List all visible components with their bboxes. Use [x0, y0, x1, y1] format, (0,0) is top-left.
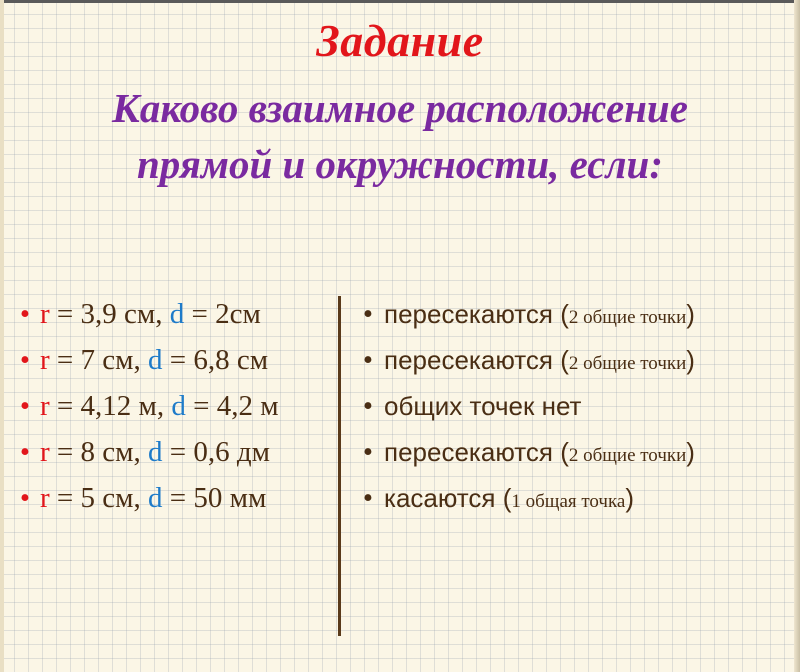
answer-row	[352, 293, 792, 339]
bullet-icon: •	[362, 390, 374, 422]
radius-symbol: r	[40, 298, 50, 330]
answer-note: 2 общие точки	[568, 307, 687, 328]
radius-value: = 5 см,	[49, 482, 148, 514]
radius-symbol: r	[40, 344, 50, 376]
bullet-icon: •	[19, 344, 31, 376]
question-text	[0, 80, 800, 192]
distance-symbol: d	[169, 298, 185, 330]
distance-value: = 4,2 м	[185, 390, 279, 422]
answer-text: касаются	[384, 483, 503, 513]
distance-symbol: d	[148, 436, 163, 468]
bullet-icon: •	[362, 344, 374, 376]
bullet-icon: •	[19, 436, 31, 468]
answer-row	[352, 339, 792, 385]
answer-note: 2 общие точки	[568, 445, 687, 466]
condition-row	[10, 385, 340, 431]
close-paren: )	[686, 437, 695, 467]
distance-value: = 2см	[184, 298, 261, 330]
bullet-icon: •	[362, 482, 374, 514]
bullet-icon: •	[19, 482, 31, 514]
close-paren: )	[625, 483, 635, 513]
open-paren: (	[560, 345, 569, 375]
column-divider	[338, 296, 341, 636]
open-paren: (	[560, 299, 569, 329]
open-paren: (	[502, 483, 512, 513]
answers-list	[352, 293, 792, 523]
radius-value: = 3,9 см,	[49, 298, 170, 330]
question-line-1: Каково взаимное расположение	[112, 85, 688, 131]
condition-row	[10, 293, 340, 339]
distance-symbol: d	[171, 390, 186, 422]
distance-symbol: d	[148, 344, 163, 376]
condition-row	[10, 431, 340, 477]
answer-note: 2 общие точки	[568, 353, 687, 374]
close-paren: )	[686, 299, 695, 329]
task-title: Задание	[316, 15, 484, 66]
radius-value: = 8 см,	[49, 436, 148, 468]
bullet-icon: •	[362, 298, 374, 330]
radius-symbol: r	[40, 390, 50, 422]
answer-text: пересекаются	[384, 345, 561, 375]
open-paren: (	[560, 437, 569, 467]
answer-row	[352, 477, 792, 523]
condition-row	[10, 339, 340, 385]
close-paren: )	[686, 345, 695, 375]
question-line-2: прямой и окружности, если:	[136, 141, 664, 187]
bullet-icon: •	[19, 298, 31, 330]
answer-text: общих точек нет	[384, 391, 582, 421]
radius-value: = 4,12 м,	[49, 390, 172, 422]
answer-note: 1 общая точка	[511, 491, 626, 512]
answer-row	[352, 385, 792, 431]
conditions-list	[10, 293, 340, 523]
distance-value: = 6,8 см	[162, 344, 269, 376]
distance-value: = 50 мм	[162, 482, 267, 514]
radius-value: = 7 см,	[49, 344, 148, 376]
answer-row	[352, 431, 792, 477]
radius-symbol: r	[40, 482, 50, 514]
distance-symbol: d	[148, 482, 163, 514]
radius-symbol: r	[40, 436, 50, 468]
answer-text: пересекаются	[384, 437, 561, 467]
top-border	[0, 0, 800, 3]
bullet-icon: •	[362, 436, 374, 468]
answer-text: пересекаются	[384, 299, 561, 329]
condition-row	[10, 477, 340, 523]
bullet-icon: •	[19, 390, 31, 422]
distance-value: = 0,6 дм	[162, 436, 270, 468]
